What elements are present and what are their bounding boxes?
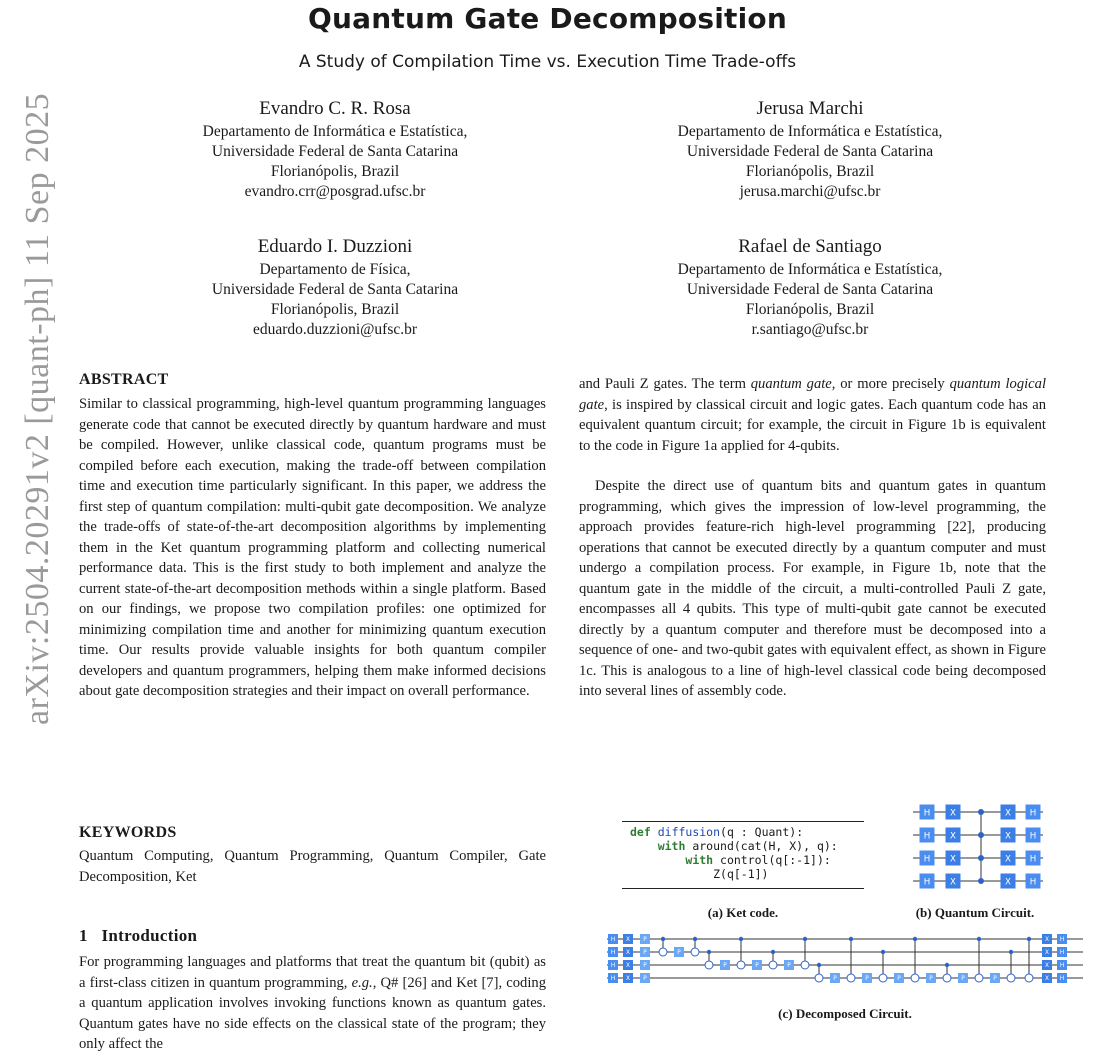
author-dept: Departamento de Informática e Estatística, xyxy=(677,123,943,140)
author-dept: Departamento de Informática e Estatística, xyxy=(202,123,468,140)
section-heading-introduction: 1 Introduction xyxy=(79,926,198,945)
author-city: Florianópolis, Brazil xyxy=(270,301,400,318)
author-name: Jerusa Marchi xyxy=(756,98,864,119)
hadamard-gate-label: H xyxy=(1059,937,1065,944)
control-dot xyxy=(693,937,697,941)
hadamard-gate-label: H xyxy=(1029,831,1037,842)
cnot-target xyxy=(911,974,919,982)
pauli-x-gate-label: X xyxy=(626,937,630,944)
pauli-x-gate-label: X xyxy=(1045,976,1049,983)
author-name: Evandro C. R. Rosa xyxy=(259,98,411,119)
control-dot xyxy=(977,937,981,941)
figure-caption-a: (a) Ket code. xyxy=(707,905,779,920)
ket-code-listing xyxy=(630,825,838,881)
text-run: , is inspired by classical circuit and logic gates. Each quantum code has an equivalent quantum circuit; for example, the circuit in Figure 1b is equivalent to the code in Figure 1a applied for 4-qubits. xyxy=(579,396,1046,454)
quantum-circuit-diagram xyxy=(905,800,1045,895)
phase-gate-label: P xyxy=(677,950,681,957)
phase-gate-label: P xyxy=(993,976,997,983)
phase-gate-label: P xyxy=(755,963,759,970)
author-city: Florianópolis, Brazil xyxy=(745,163,875,180)
circuit-b-elements xyxy=(913,805,1043,889)
phase-gate-label: P xyxy=(929,976,933,983)
code-bottom-rule xyxy=(622,888,864,889)
intro-paragraph xyxy=(79,952,546,1052)
author-name: Rafael de Santiago xyxy=(738,236,882,257)
control-dot xyxy=(1027,937,1031,941)
figure-caption-c: (c) Decomposed Circuit. xyxy=(778,1006,912,1021)
code-function-name: diffusion xyxy=(657,825,721,839)
pauli-x-gate-label: X xyxy=(1005,831,1011,842)
circuit-c-elements xyxy=(607,934,1083,983)
pauli-x-gate-label: X xyxy=(1005,877,1011,888)
code-top-rule xyxy=(622,821,864,822)
pauli-x-gate-label: X xyxy=(950,877,956,888)
cnot-target xyxy=(737,961,745,969)
control-dot xyxy=(739,937,743,941)
term-quantum-gate: quantum gate xyxy=(750,376,832,392)
pauli-x-gate-label: X xyxy=(1045,950,1049,957)
control-dot xyxy=(817,963,821,967)
control-dot xyxy=(978,832,984,838)
control-dot xyxy=(978,855,984,861)
hadamard-gate-label: H xyxy=(1059,976,1065,983)
text-run: , or more precisely xyxy=(831,376,950,392)
hadamard-gate-label: H xyxy=(610,937,616,944)
pauli-x-gate-label: X xyxy=(626,976,630,983)
author-block-4 xyxy=(585,234,1035,340)
author-univ: Universidade Federal de Santa Catarina xyxy=(686,143,934,160)
pauli-x-gate-label: X xyxy=(1045,963,1049,970)
phase-gate-label: P xyxy=(643,937,647,944)
author-block-2 xyxy=(585,96,1035,202)
control-dot xyxy=(881,950,885,954)
author-city: Florianópolis, Brazil xyxy=(745,301,875,318)
cnot-target xyxy=(847,974,855,982)
cnot-target xyxy=(1025,974,1033,982)
phase-gate-label: P xyxy=(643,950,647,957)
cnot-target xyxy=(691,948,699,956)
author-dept: Departamento de Informática e Estatística, xyxy=(677,261,943,278)
intro-text-a: For programming languages and platforms that treat the quantum bit (qubit) as a first-class citizen in quantum programming, xyxy=(79,954,546,991)
phase-gate-label: P xyxy=(643,976,647,983)
control-dot xyxy=(661,937,665,941)
author-dept: Departamento de Física, xyxy=(259,261,411,278)
hadamard-gate-label: H xyxy=(1029,854,1037,865)
code-keyword: with xyxy=(657,839,686,853)
cnot-target xyxy=(943,974,951,982)
text-run: and Pauli Z gates. The term xyxy=(579,376,751,392)
control-dot xyxy=(707,950,711,954)
code-keyword: with xyxy=(685,853,714,867)
author-name: Eduardo I. Duzzioni xyxy=(257,236,413,257)
hadamard-gate-label: H xyxy=(1059,963,1065,970)
control-dot xyxy=(803,937,807,941)
abstract-text: Similar to classical programming, high-level quantum programming languages generate code that cannot be executed directly by quantum hardware and must be compiled. However, unlike classical code, quantum programs must be compiled before each execution, making the trade-off between compilation time and execution time particularly significant. In this paper, we address the first step of quantum compilation: multi-qubit gate decomposition. We analyze the trade-offs of state-of-the-art decomposition algorithms by implementing them in the Ket quantum programming platform and collecting numerical performance data. This is the first study to both implement and analyze the current state-of-the-art decomposition methods within a single platform. Based on our findings, we propose two compilation profiles: one optimized for minimizing compilation time and another for minimizing quantum execution time. Our results provide valuable insights for both quantum compiler developers and quantum programmers, helping them make informed decisions about gate decomposition strategies and their impact on overall performance. xyxy=(79,396,546,699)
pauli-x-gate-label: X xyxy=(1045,937,1049,944)
author-block-1 xyxy=(110,96,560,202)
pauli-x-gate-label: X xyxy=(950,831,956,842)
control-dot xyxy=(978,809,984,815)
phase-gate-label: P xyxy=(833,976,837,983)
author-email: r.santiago@ufsc.br xyxy=(751,321,869,338)
intro-text-b: , Q# [26] and Ket [7], coding a quantum application involves invoking functions known as quantum gates. Quantum gates have no side effects on the classical state of the program; they only affect the xyxy=(79,974,546,1052)
control-dot xyxy=(849,937,853,941)
right-paragraph-1 xyxy=(579,374,1046,456)
author-univ: Universidade Federal de Santa Catarina xyxy=(211,281,459,298)
phase-gate-label: P xyxy=(897,976,901,983)
phase-gate-label: P xyxy=(865,976,869,983)
keywords-text: Quantum Computing, Quantum Programming, Quantum Compiler, Gate Decomposition, Ket xyxy=(79,848,546,885)
phase-gate-label: P xyxy=(961,976,965,983)
pauli-x-gate-label: X xyxy=(950,854,956,865)
hadamard-gate-label: H xyxy=(923,831,931,842)
abstract-heading: ABSTRACT xyxy=(79,371,169,388)
cnot-target xyxy=(705,961,713,969)
cnot-target xyxy=(769,961,777,969)
pauli-x-gate-label: X xyxy=(626,950,630,957)
phase-gate-label: P xyxy=(723,963,727,970)
hadamard-gate-label: H xyxy=(610,976,616,983)
control-dot xyxy=(913,937,917,941)
code-text: Z(q[-1]) xyxy=(713,867,769,881)
figure-caption-b: (b) Quantum Circuit. xyxy=(915,905,1035,920)
decomposed-circuit-diagram xyxy=(605,932,1085,1002)
cnot-target xyxy=(1007,974,1015,982)
hadamard-gate-label: H xyxy=(923,808,931,819)
cnot-target xyxy=(815,974,823,982)
author-univ: Universidade Federal de Santa Catarina xyxy=(211,143,459,160)
cnot-target xyxy=(659,948,667,956)
right-paragraph-2: Despite the direct use of quantum bits and quantum gates in quantum programming, which gives the impression of low-level programming, the approach provides feature-rich high-level programming [22], producing operations that cannot be executed directly by a quantum computer and must undergo a compilation process. For example, in Figure 1b, note that the quantum gate in the middle of the circuit, a multi-controlled Pauli Z gate, encompasses all 4 qubits. This type of multi-qubit gate cannot be executed directly by a quantum computer and therefore must be decomposed into a sequence of one- and two-qubit gates with equivalent effect, as shown in Figure 1c. This is analogous to a line of high-level classical code being decomposed into several lines of assembly code. xyxy=(579,478,1046,699)
author-email: jerusa.marchi@ufsc.br xyxy=(739,183,881,200)
hadamard-gate-label: H xyxy=(923,877,931,888)
term-quantum-logical-gate: quantum logical gate xyxy=(579,376,1046,413)
pauli-x-gate-label: X xyxy=(626,963,630,970)
hadamard-gate-label: H xyxy=(923,854,931,865)
author-block-3 xyxy=(110,234,560,340)
phase-gate-label: P xyxy=(787,963,791,970)
phase-gate-label: P xyxy=(643,963,647,970)
intro-text-eg: e.g. xyxy=(351,974,373,991)
hadamard-gate-label: H xyxy=(1029,877,1037,888)
pauli-x-gate-label: X xyxy=(1005,808,1011,819)
keywords-heading: KEYWORDS xyxy=(79,824,177,841)
cnot-target xyxy=(975,974,983,982)
author-email: evandro.crr@posgrad.ufsc.br xyxy=(244,183,426,200)
paper-subtitle: A Study of Compilation Time vs. Execution Time Trade-offs xyxy=(298,52,797,72)
author-univ: Universidade Federal de Santa Catarina xyxy=(686,281,934,298)
control-dot xyxy=(1009,950,1013,954)
code-text: around(cat(H, X), q): xyxy=(685,839,838,853)
pauli-x-gate-label: X xyxy=(950,808,956,819)
arxiv-identifier: arXiv:2504.20291v2 [quant-ph] 11 Sep 2025 xyxy=(19,92,56,725)
control-dot xyxy=(945,963,949,967)
hadamard-gate-label: H xyxy=(610,950,616,957)
author-city: Florianópolis, Brazil xyxy=(270,163,400,180)
hadamard-gate-label: H xyxy=(1059,950,1065,957)
cnot-target xyxy=(879,974,887,982)
code-text: (q : Quant): xyxy=(720,825,804,839)
pauli-x-gate-label: X xyxy=(1005,854,1011,865)
cnot-target xyxy=(801,961,809,969)
hadamard-gate-label: H xyxy=(1029,808,1037,819)
control-dot xyxy=(771,950,775,954)
code-keyword: def xyxy=(630,825,651,839)
code-text: control(q[:-1]): xyxy=(713,853,831,867)
paper-title: Quantum Gate Decomposition xyxy=(308,2,787,35)
hadamard-gate-label: H xyxy=(610,963,616,970)
control-dot xyxy=(978,878,984,884)
author-email: eduardo.duzzioni@ufsc.br xyxy=(252,321,418,338)
